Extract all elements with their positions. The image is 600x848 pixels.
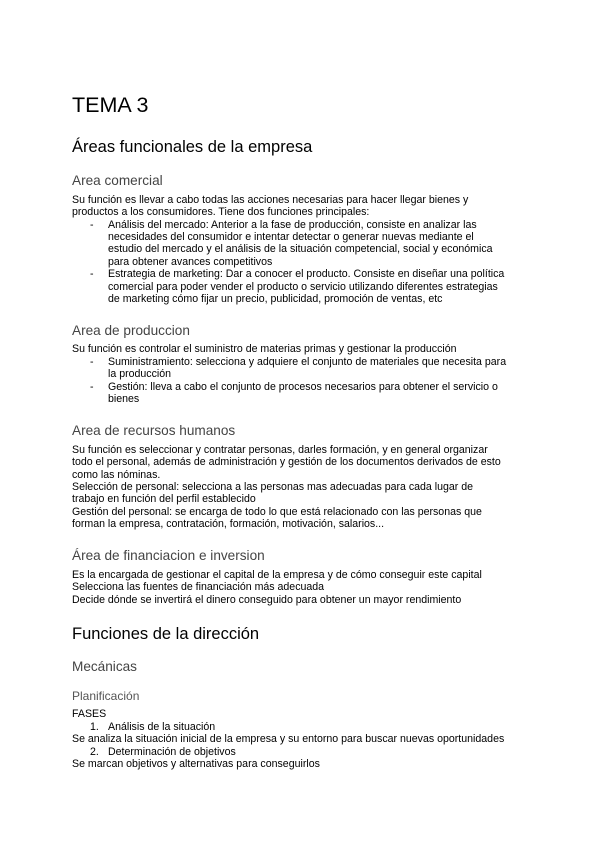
paragraph-line: Su función es controlar el suministro de materias primas y gestionar la producción: [72, 343, 457, 355]
item-number: 2.: [90, 746, 99, 758]
fases-label: FASES: [72, 708, 107, 720]
item-description: Se analiza la situación inicial de la empresa y su entorno para buscar nuevas oportunidades: [72, 733, 505, 745]
heading-area-comercial: Area comercial: [72, 173, 163, 188]
paragraph-line: Selección de personal: selecciona a las personas mas adecuadas para cada lugar de: [72, 481, 474, 493]
paragraph-line: Selecciona las fuentes de financiación más adecuada: [72, 581, 325, 593]
list-item-line: necesidades del consumidor e intentar detectar o generar nuevas mediante el: [108, 231, 474, 243]
list-item-line: estudio del mercado y el análisis de la situación competencial, social y económica: [108, 243, 493, 255]
bullet-marker: -: [90, 381, 94, 393]
item-label: Determinación de objetivos: [108, 746, 236, 758]
item-label: Análisis de la situación: [108, 721, 216, 733]
paragraph-line: Gestión del personal: se encarga de todo lo que está relacionado con las personas que: [72, 506, 482, 518]
paragraph-line: Su función es llevar a cabo todas las acciones necesarias para hacer llegar bienes y: [72, 194, 469, 206]
bullet-marker: -: [90, 268, 94, 280]
heading-planificacion: Planificación: [72, 689, 140, 703]
paragraph-line: Su función es seleccionar y contratar personas, darles formación, y en general organizar: [72, 444, 488, 456]
bullet-marker: -: [90, 356, 94, 368]
list-item-line: Estrategia de marketing: Dar a conocer el producto. Consiste en diseñar una política: [108, 268, 505, 280]
heading-area-financiacion: Área de financiacion e inversion: [72, 548, 265, 563]
item-number: 1.: [90, 721, 99, 733]
paragraph-line: productos a los consumidores. Tiene dos funciones principales:: [72, 206, 370, 218]
section-heading-areas: Áreas funcionales de la empresa: [72, 138, 313, 156]
list-item-line: la producción: [108, 368, 172, 380]
paragraph-line: Es la encargada de gestionar el capital de la empresa y de cómo conseguir este capital: [72, 569, 482, 581]
list-item-line: comercial para poder vender el producto o servicio utilizando diferentes estrategias: [108, 281, 498, 293]
item-description: Se marcan objetivos y alternativas para conseguirlos: [72, 758, 320, 770]
list-item-line: de marketing cómo fijar un precio, publicidad, promoción de ventas, etc: [108, 293, 443, 305]
paragraph-line: forman la empresa, contratación, formación, motivación, salarios...: [72, 518, 385, 530]
list-item-line: Análisis del mercado: Anterior a la fase de producción, consiste en analizar las: [108, 219, 477, 231]
paragraph-line: trabajo en función del perfil establecido: [72, 493, 256, 505]
section-heading-funciones: Funciones de la dirección: [72, 625, 260, 643]
heading-mecanicas: Mecánicas: [72, 659, 137, 674]
list-item-line: Suministramiento: selecciona y adquiere el conjunto de materiales que necesita para: [108, 356, 507, 368]
heading-area-rrhh: Area de recursos humanos: [72, 423, 236, 438]
paragraph-line: como las nóminas.: [72, 469, 161, 481]
page-title: TEMA 3: [72, 93, 149, 117]
list-item-line: para obtener avances competitivos: [108, 256, 273, 268]
paragraph-line: todo el personal, además de administración y gestión de los documentos derivados de esto: [72, 456, 501, 468]
list-item-line: Gestión: lleva a cabo el conjunto de procesos necesarios para obtener el servicio o: [108, 381, 498, 393]
list-item-line: bienes: [108, 393, 140, 405]
bullet-marker: -: [90, 219, 94, 231]
paragraph-line: Decide dónde se invertirá el dinero conseguido para obtener un mayor rendimiento: [72, 594, 462, 606]
heading-area-produccion: Area de produccion: [72, 323, 190, 338]
